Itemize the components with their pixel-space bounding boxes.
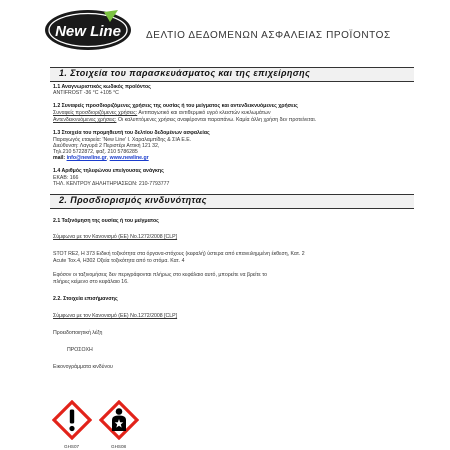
s13-address: Διεύθυνση: Λαγυρά 2 Περιστέρι Αττική 121 32, bbox=[53, 143, 160, 149]
s14-poison-center: ΤΗΛ. ΚΕΝΤΡΟΥ ΔΗΛΗΤΗΡΙΑΣΕΩΝ: 210-7793777 bbox=[53, 181, 170, 187]
s12-contraindicated bbox=[53, 117, 316, 124]
s11-title: 1.1 Αναγνωριστικός κωδικός προϊόντος bbox=[53, 84, 151, 90]
s13-separator: , bbox=[106, 155, 110, 161]
s21-classification-2: Acute Tox.4, H302 Οξεία τοξικότητα από το στόμα. Κατ. 4 bbox=[53, 258, 185, 264]
s11-product-name: ANTIFROST -36 °C +105 °C bbox=[53, 90, 119, 96]
s13-contact bbox=[53, 155, 149, 162]
email-link[interactable]: info@newline.gr bbox=[66, 155, 107, 161]
s21-classification-1: STOT RE2, H 373 Ειδική τοξικότητα στα όργανα-στόχους (κεφαλή) ύστερα από επανειλημμένη έκθεση, Κατ. 2 bbox=[53, 251, 305, 257]
s21-note-2: πλήρες κείμενο στο κεφάλαιο 16. bbox=[53, 279, 129, 285]
logo-text: New Line bbox=[55, 23, 121, 40]
s21-title: 2.1 Ταξινόμηση της ουσίας ή του μείγματος bbox=[53, 218, 159, 224]
pictogram-code-ghs07: GHS07 bbox=[64, 444, 80, 449]
section-1-header bbox=[50, 67, 414, 82]
s13-phone: Τηλ.210 5722872, φαξ. 210 5786285 bbox=[53, 149, 138, 155]
company-logo bbox=[44, 8, 142, 52]
exclamation-mark-icon bbox=[52, 400, 92, 440]
s12-contraindicated-text: Οι καλυπτόμενες χρήσεις αναφέρονται παραπάνω. Καμία άλλη χρήση δεν προτείνεται. bbox=[116, 117, 317, 123]
s12-contraindicated-label: Αντενδεικνυόμενες χρήσεις: bbox=[53, 117, 117, 123]
s21-note-1: Εφόσον οι ταξινομήσεις δεν περιγράφονται πλήρως στο κεφάλαιο αυτό, μπορείτε να βρείτε το bbox=[53, 272, 268, 278]
s12-uses bbox=[53, 110, 271, 117]
s12-uses-label: Συναφείς προσδιοριζόμενες χρήσεις: bbox=[53, 110, 138, 116]
section-2-header bbox=[50, 194, 414, 209]
s13-title: 1.3 Στοιχεία του προμηθευτή του δελτίου δεδομένων ασφαλείας bbox=[53, 130, 210, 136]
section-2-title: 2. Προσδιορισμός κινδυνότητας bbox=[59, 195, 207, 205]
document-title: ΔΕΛΤΙΟ ΔΕΔΟΜΕΝΩΝ ΑΣΦΑΛΕΙΑΣ ΠΡΟΪΟΝΤΟΣ bbox=[146, 30, 391, 41]
signal-word: ΠΡΟΣΟΧΗ bbox=[67, 347, 93, 353]
s14-title: 1.4 Αριθμός τηλεφώνου επείγουσας ανάγκης bbox=[53, 168, 164, 174]
s21-regulation: Σύμφωνα με τον Κανονισμό (ΕΕ) Νο.1272/2008 [CLP] bbox=[53, 234, 178, 240]
section-1-title: 1. Στοιχεία του παρασκευάσματος και της επιχείρησης bbox=[59, 68, 311, 78]
website-link[interactable]: www.newline.gr bbox=[109, 155, 149, 161]
pictograms-label: Εικονογράμματα κινδύνου bbox=[53, 364, 113, 370]
s22-title: 2.2. Στοιχεία επισήμανσης bbox=[53, 296, 118, 302]
s13-mail-label: mail: bbox=[53, 155, 67, 161]
health-hazard-icon bbox=[99, 400, 139, 440]
s13-manufacturer: Παραγωγός εταιρεία: 'New Line' I. Χαραλαμπίδης & ΣΙΑ Ε.Ε. bbox=[53, 137, 192, 143]
s14-ekab: ΕΚΑΒ: 166 bbox=[53, 175, 79, 181]
s12-uses-text: Αντιπαγωτικό και αντιθερμικό υγρό κλειστών κυκλωμάτων bbox=[137, 110, 271, 116]
s12-title: 1.2 Συναφείς προσδιοριζόμενες χρήσεις της ουσίας ή του μείγματος και αντενδεικνυόμενες χρήσεις bbox=[53, 103, 298, 109]
signal-word-label: Προειδοποιητική λέξη bbox=[53, 330, 103, 336]
pictogram-code-ghs08: GHS08 bbox=[111, 444, 127, 449]
s22-regulation: Σύμφωνα με τον Κανονισμό (ΕΕ) Νο.1272/2008 [CLP] bbox=[53, 313, 178, 319]
